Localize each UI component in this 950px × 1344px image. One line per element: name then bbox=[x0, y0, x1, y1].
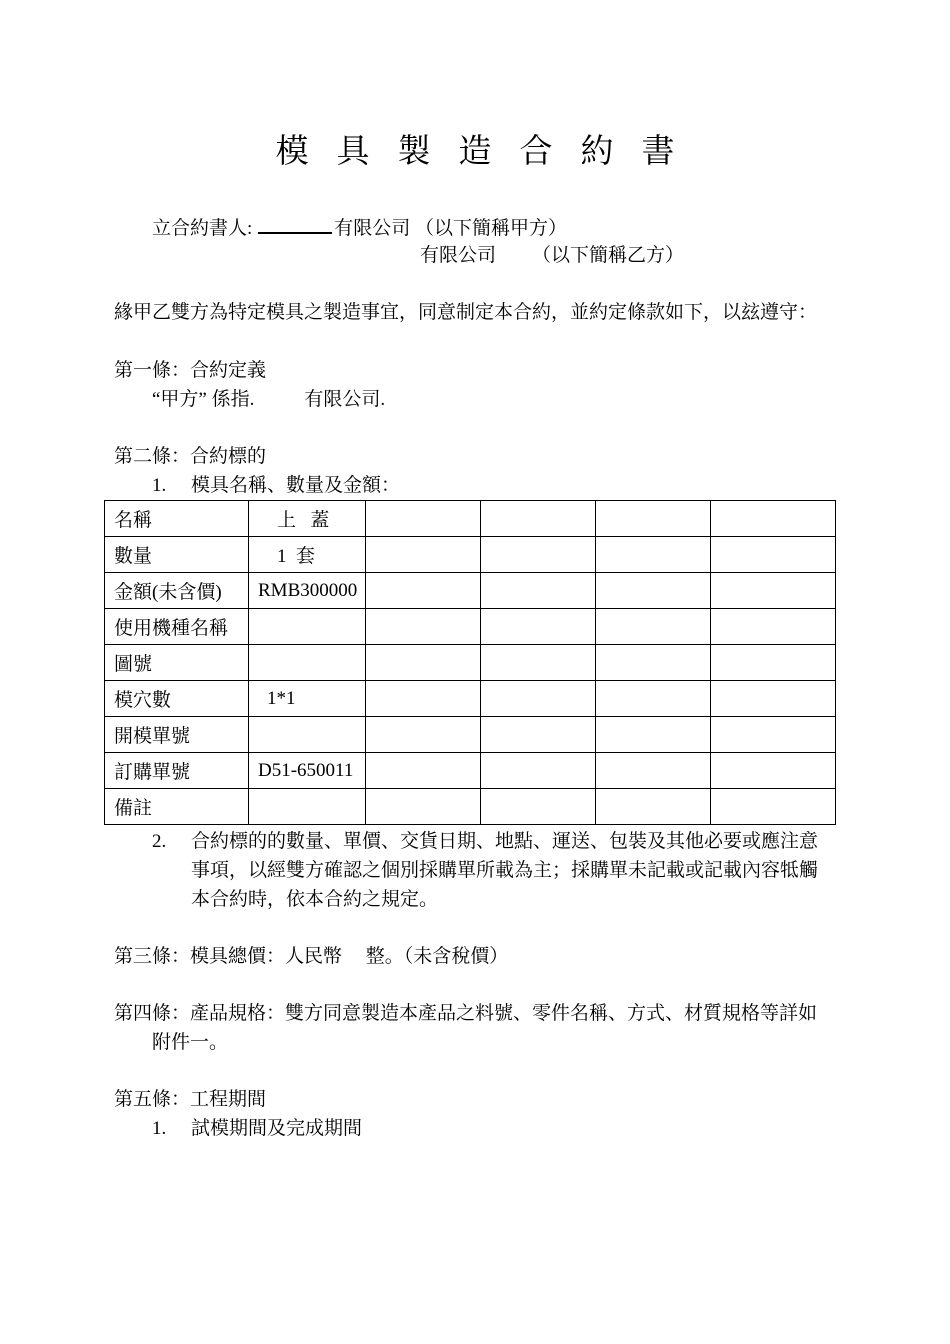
parties-label: 立合約書人: bbox=[152, 218, 253, 239]
row-value: 1*1 bbox=[249, 681, 366, 717]
title-char: 具 bbox=[336, 134, 370, 170]
row-label: 名稱 bbox=[105, 501, 249, 537]
party-a-line bbox=[152, 216, 567, 238]
row-label: 開模單號 bbox=[105, 717, 249, 753]
article2-item1-text: 模具名稱、數量及金額： bbox=[191, 475, 401, 496]
table-row bbox=[105, 573, 836, 609]
row-label: 數量 bbox=[105, 537, 249, 573]
title-char: 約 bbox=[580, 134, 614, 170]
table-row bbox=[105, 501, 836, 537]
party-b-line bbox=[420, 246, 684, 265]
article1-definition bbox=[152, 390, 385, 409]
document-title bbox=[0, 136, 950, 169]
article2-item2-line: 合約標的的數量、單價、交貨日期、地點、運送、包裝及其他必要或應注意 bbox=[191, 831, 819, 852]
preamble: 緣甲乙雙方為特定模具之製造事宜，同意制定本合約，並約定條款如下，以玆遵守： bbox=[114, 302, 818, 323]
row-label: 模穴數 bbox=[105, 681, 249, 717]
article3: 第三條：模具總價：人民幣 整。（未含稅價） bbox=[114, 946, 509, 967]
table-row bbox=[105, 753, 836, 789]
article1-heading: 第一條：合約定義 bbox=[114, 360, 267, 381]
row-label: 圖號 bbox=[105, 645, 249, 681]
article4-line1: 第四條：產品規格：雙方同意製造本產品之料號、零件名稱、方式、材質規格等詳如 bbox=[114, 1003, 818, 1024]
definition-company: 有限公司. bbox=[304, 389, 386, 410]
row-label: 備註 bbox=[105, 789, 249, 825]
title-char: 書 bbox=[641, 134, 675, 170]
mold-spec-table bbox=[104, 500, 836, 825]
article2-item2-line: 事項，以經雙方確認之個別採購單所載為主；採購單未記載或記載內容牴觸 bbox=[191, 860, 819, 881]
row-label: 訂購單號 bbox=[105, 753, 249, 789]
party-b-company: 有限公司 bbox=[420, 245, 497, 266]
table-row bbox=[105, 609, 836, 645]
row-label: 使用機種名稱 bbox=[105, 609, 249, 645]
article5-item1-num: 1. bbox=[152, 1118, 167, 1139]
article2-heading: 第二條：合約標的 bbox=[114, 446, 267, 467]
definition-prefix: “甲方” 係指. bbox=[152, 389, 255, 410]
table-row bbox=[105, 789, 836, 825]
row-value bbox=[249, 609, 366, 645]
party-a-note: （以下簡稱甲方） bbox=[415, 218, 568, 239]
row-value bbox=[249, 789, 366, 825]
table-row bbox=[105, 645, 836, 681]
table-row bbox=[105, 681, 836, 717]
row-value: RMB300000 bbox=[249, 573, 366, 609]
article4-line2: 附件一。 bbox=[152, 1032, 229, 1053]
row-label: 金額(未含價) bbox=[105, 573, 249, 609]
title-char: 造 bbox=[458, 134, 492, 170]
article2-item2-num: 2. bbox=[152, 831, 167, 852]
article5-item1-text: 試模期間及完成期間 bbox=[191, 1118, 363, 1139]
title-char: 模 bbox=[275, 134, 309, 170]
row-value bbox=[249, 717, 366, 753]
article2-item1-num: 1. bbox=[152, 475, 167, 496]
row-value bbox=[249, 645, 366, 681]
row-value: 1 套 bbox=[249, 537, 366, 573]
article5-heading: 第五條：工程期間 bbox=[114, 1089, 267, 1110]
table-row bbox=[105, 717, 836, 753]
party-a-suffix: 有限公司 bbox=[334, 218, 411, 239]
title-char: 合 bbox=[519, 134, 553, 170]
title-char: 製 bbox=[397, 134, 431, 170]
party-b-note: （以下簡稱乙方） bbox=[532, 245, 685, 266]
row-value: D51-650011 bbox=[249, 753, 366, 789]
party-a-blank bbox=[258, 216, 332, 234]
row-value: 上 蓋 bbox=[249, 501, 366, 537]
article2-item2-line: 本合約時，依本合約之規定。 bbox=[191, 889, 439, 910]
table-row bbox=[105, 537, 836, 573]
